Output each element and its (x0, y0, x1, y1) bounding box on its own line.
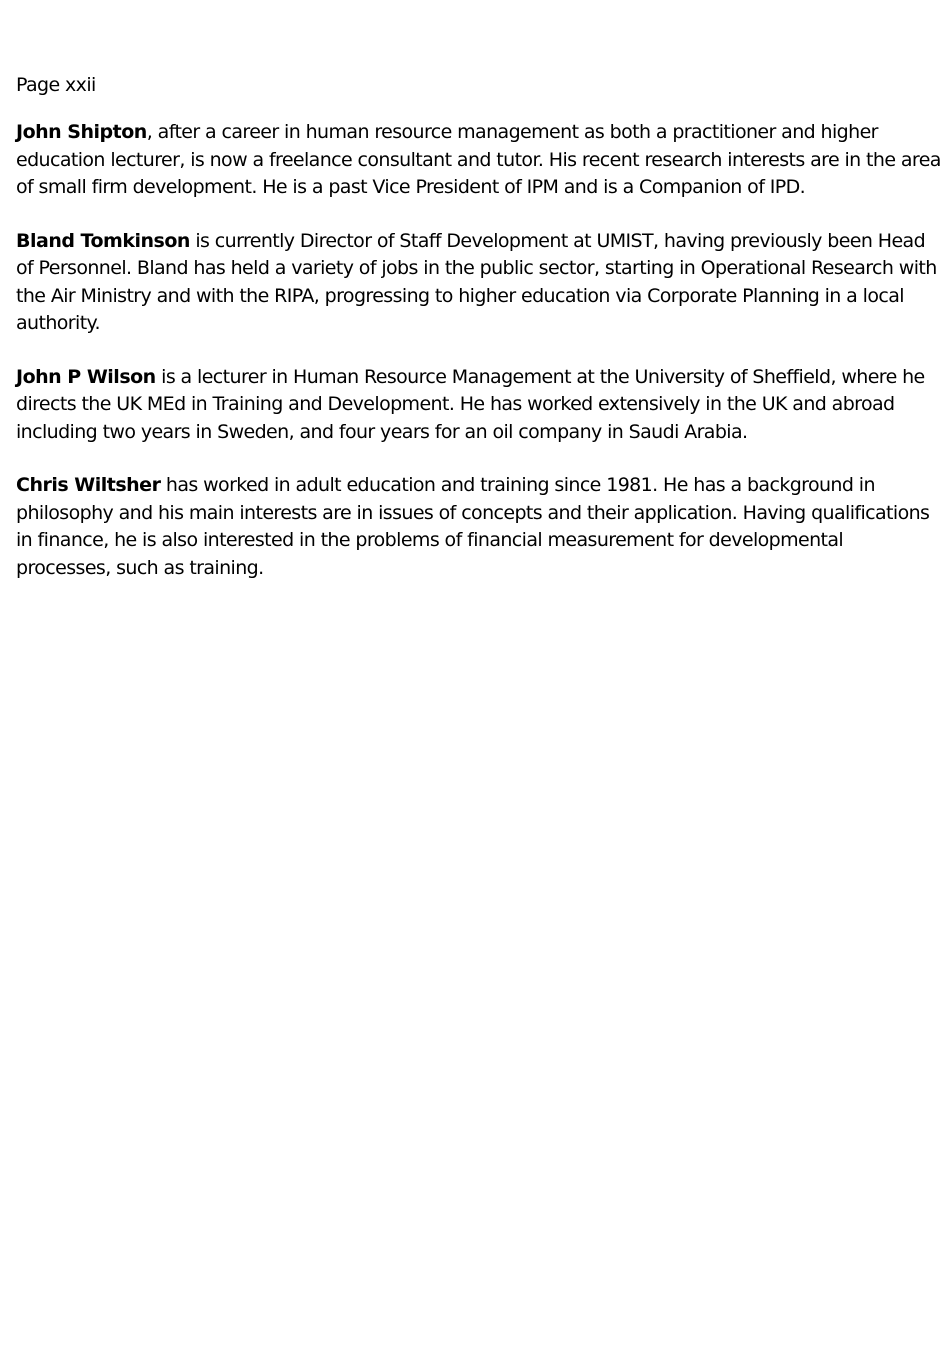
bio-name: John Shipton (16, 121, 147, 143)
document-page (16, 72, 942, 608)
bio-chris-wiltsher (16, 472, 942, 582)
bio-text: , after a career in human resource management as both a practitioner and higher education lecturer, is now a freelance consultant and tutor. His recent research interests are in the area of small firm development. He is a past Vice President of IPM and is a Companion of IPD. (16, 121, 941, 198)
bio-john-shipton (16, 119, 942, 202)
bio-bland-tomkinson (16, 228, 942, 338)
bio-text: is a lecturer in Human Resource Management at the University of Sheffield, where he directs the UK MEd in Training and Development. He has worked extensively in the UK and abroad including two years in Sweden, and four years for an oil company in Saudi Arabia. (16, 365, 925, 443)
bio-name: Bland Tomkinson (16, 229, 190, 252)
bio-text: has worked in adult education and training since 1981. He has a background in philosophy and his main interests are in issues of concepts and their application. Having qualifications in finance, he is also interested in the problems of financial measurement for developmental processes, such as training. (16, 474, 930, 579)
bio-name: John P Wilson (16, 365, 156, 388)
page-number: Page xxii (16, 74, 96, 96)
bio-text: is currently Director of Staff Development at UMIST, having previously been Head of Personnel. Bland has held a variety of jobs in the public sector, starting in Operational Research with the Air Ministry and with the RIPA, progressing to higher education via Corporate Planning in a local authority. (16, 229, 937, 334)
bio-john-p-wilson (16, 364, 942, 447)
bio-name: Chris Wiltsher (16, 474, 161, 496)
